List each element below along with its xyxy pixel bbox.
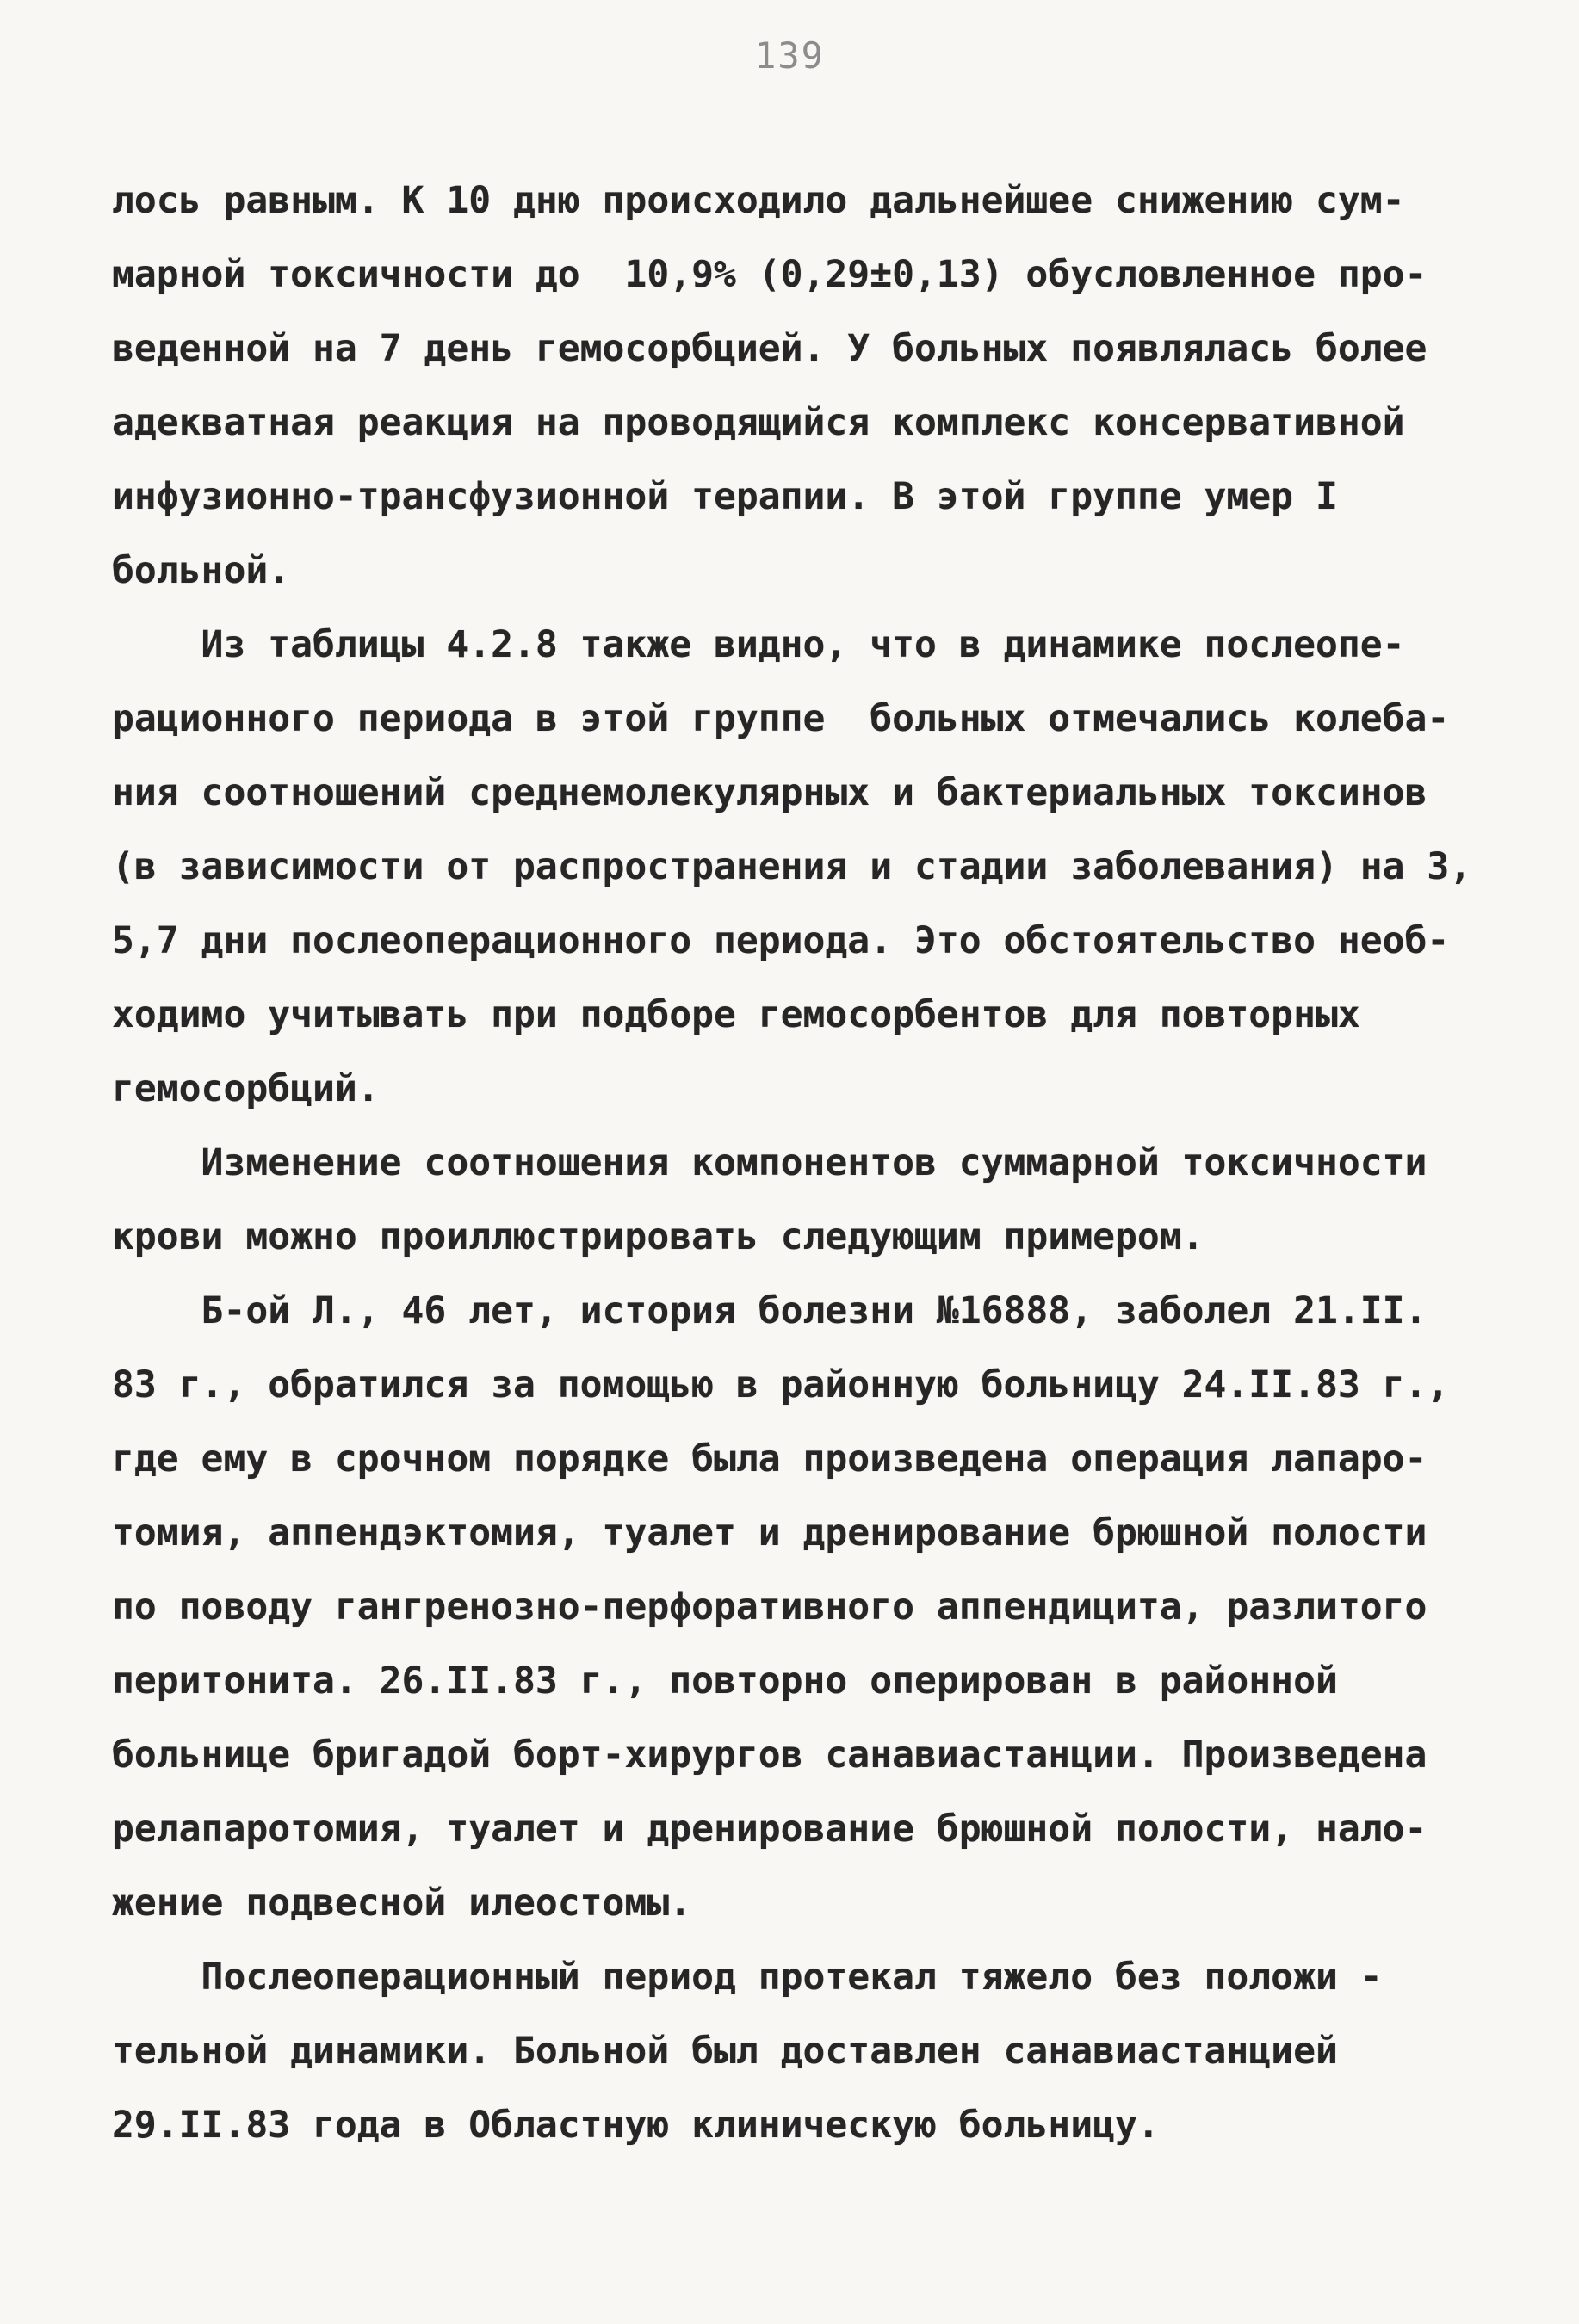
body-text <box>112 164 1472 2162</box>
text-line: 83 г., обратился за помощью в районную больницу 24.II.83 г., <box>112 1363 1450 1406</box>
paragraph-2 <box>112 608 1472 1126</box>
text-line: адекватная реакция на проводящийся комплекс консервативной <box>112 401 1405 444</box>
text-line: инфузионно-трансфузионной терапии. В этой группе умер I <box>112 475 1338 518</box>
paragraph-3 <box>112 1126 1472 1274</box>
text-line: Б-ой Л., 46 лет, история болезни №16888, заболел 21.II. <box>112 1289 1427 1332</box>
text-line: ходимо учитывать при подборе гемосорбентов для повторных <box>112 993 1360 1036</box>
paragraph-4 <box>112 1274 1472 1940</box>
text-line: томия, аппендэктомия, туалет и дренирование брюшной полости <box>112 1511 1427 1554</box>
text-line: марной токсичности до 10,9% (0,29±0,13) обусловленное про- <box>112 253 1427 296</box>
text-line: больной. <box>112 549 291 592</box>
text-line: Из таблицы 4.2.8 также видно, что в динамике послеопе- <box>112 623 1405 666</box>
text-line: гемосорбций. <box>112 1067 380 1110</box>
paragraph-5 <box>112 1940 1472 2162</box>
text-line: тельной динамики. Больной был доставлен санавиастанцией <box>112 2030 1338 2073</box>
text-line: лось равным. К 10 дню происходило дальнейшее снижению сум- <box>112 179 1405 222</box>
text-line: больнице бригадой борт-хирургов санавиастанции. Произведена <box>112 1734 1427 1777</box>
text-line: крови можно проиллюстрировать следующим примером. <box>112 1215 1204 1258</box>
text-line: ния соотношений среднемолекулярных и бактериальных токсинов <box>112 771 1427 814</box>
text-line: Послеоперационный период протекал тяжело без положи - <box>112 1956 1383 1999</box>
text-line: (в зависимости от распространения и стадии заболевания) на 3, <box>112 845 1472 888</box>
text-line: жение подвесной илеостомы. <box>112 1882 692 1925</box>
text-line: 5,7 дни послеоперационного периода. Это обстоятельство необ- <box>112 919 1450 962</box>
text-line: перитонита. 26.II.83 г., повторно оперирован в районной <box>112 1660 1338 1703</box>
text-line: 29.II.83 года в Областную клиническую больницу. <box>112 2104 1160 2147</box>
text-line: релапаротомия, туалет и дренирование брюшной полости, нало- <box>112 1808 1427 1851</box>
text-line: где ему в срочном порядке была произведена операция лапаро- <box>112 1437 1427 1480</box>
text-line: по поводу гангренозно-перфоративного аппендицита, разлитого <box>112 1585 1427 1629</box>
page-number: 139 <box>754 34 825 77</box>
text-line: рационного периода в этой группе больных отмечались колеба- <box>112 697 1450 740</box>
paragraph-1 <box>112 164 1472 608</box>
text-line: веденной на 7 день гемосорбцией. У больных появлялась более <box>112 327 1427 370</box>
text-line: Изменение соотношения компонентов суммарной токсичности <box>112 1141 1427 1184</box>
